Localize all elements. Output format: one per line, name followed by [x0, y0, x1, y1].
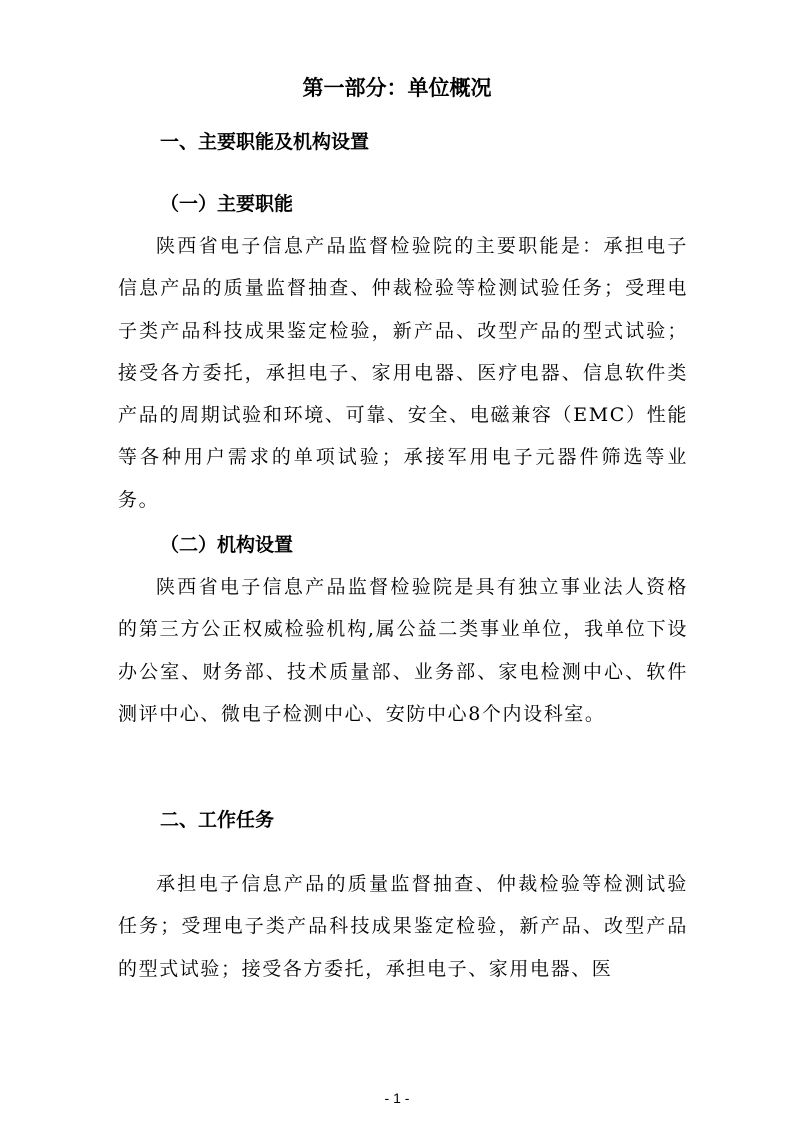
section-heading-work-tasks: 二、工作任务: [160, 809, 275, 831]
page-title: 第一部分：单位概况: [302, 76, 492, 100]
subsection-heading-main-functions: （一）主要职能: [160, 193, 294, 215]
page-number: - 1 -: [384, 1090, 410, 1106]
organization-paragraph: 陕西省电子信息产品监督检验院是具有独立事业法人资格的第三方公正权威检验机构,属公益二类事业单位，我单位下设办公室、财务部、技术质量部、业务部、家电检测中心、软件测评中心、微电子检测中心、安防中心8个内设科室。: [118, 576, 688, 725]
main-functions-paragraph: 陕西省电子信息产品监督检验院的主要职能是：承担电子信息产品的质量监督抽查、仲裁检验等检测试验任务；受理电子类产品科技成果鉴定检验，新产品、改型产品的型式试验；接受各方委托，承担电子、家用电器、医疗电器、信息软件类产品的周期试验和环境、可靠、安全、电磁兼容（EMC）性能等各种用户需求的单项试验；承接军用电子元器件筛选等业务。: [118, 235, 688, 511]
work-tasks-paragraph: 承担电子信息产品的质量监督抽查、仲裁检验等检测试验任务；受理电子类产品科技成果鉴定检验，新产品、改型产品的型式试验；接受各方委托，承担电子、家用电器、医: [118, 873, 688, 980]
subsection-heading-organization: （二）机构设置: [160, 534, 294, 556]
section-heading-functions-and-structure: 一、主要职能及机构设置: [160, 131, 370, 153]
